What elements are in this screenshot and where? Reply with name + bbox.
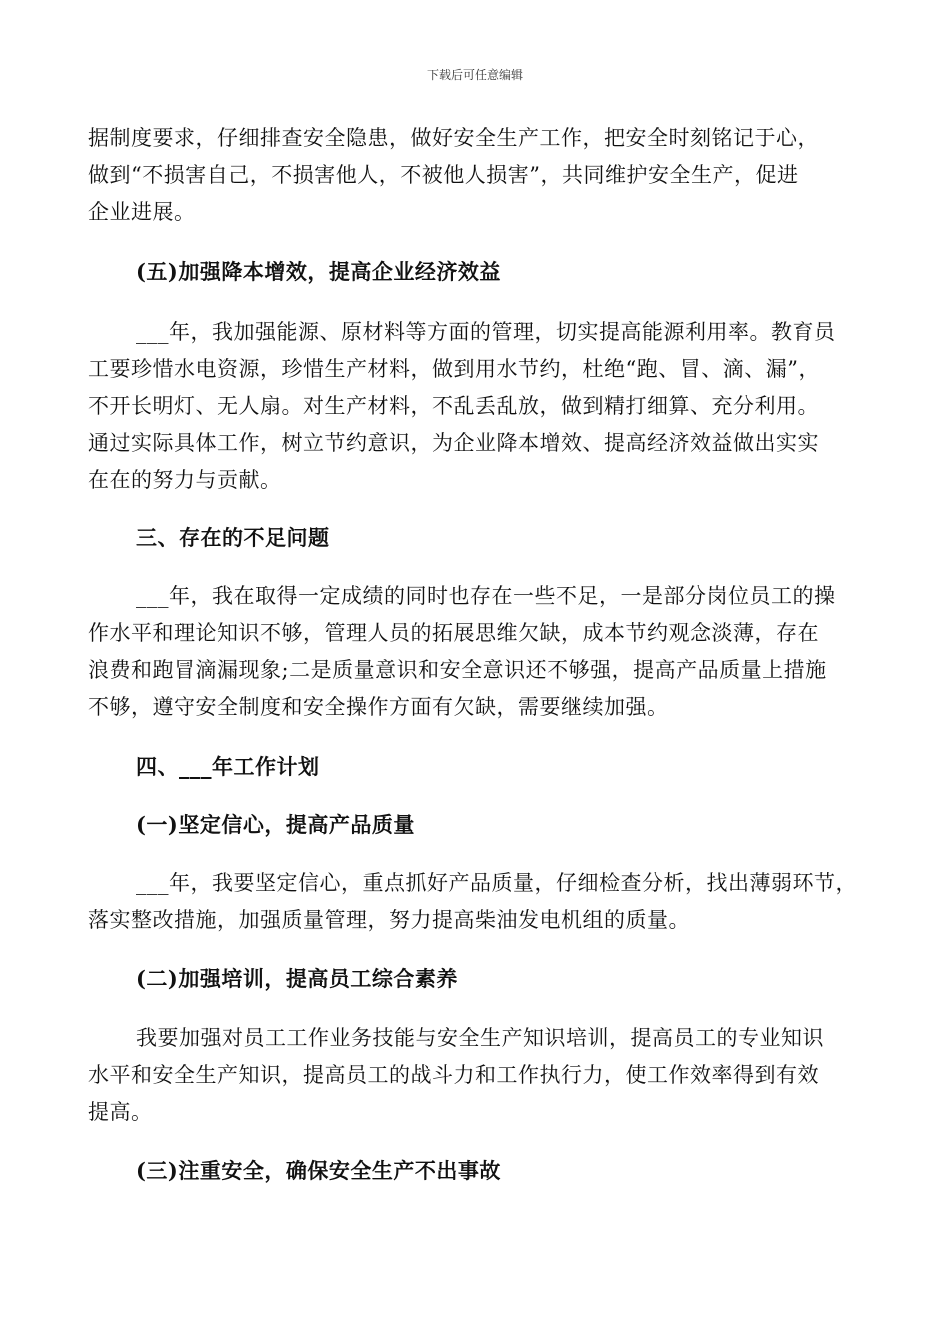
section-heading: 四、___年工作计划 xyxy=(136,754,320,779)
body-line: 企业进展。 xyxy=(88,200,196,224)
body-line: 我要加强对员工工作业务技能与安全生产知识培训，提高员工的专业知识 xyxy=(136,1026,824,1050)
section-heading: (五)加强降本增效，提高企业经济效益 xyxy=(136,259,501,284)
body-line: 水平和安全生产知识，提高员工的战斗力和工作执行力，使工作效率得到有效 xyxy=(88,1063,819,1087)
section-heading: (三)注重安全，确保安全生产不出事故 xyxy=(136,1158,501,1183)
body-line: 通过实际具体工作，树立节约意识，为企业降本增效、提高经济效益做出实实 xyxy=(88,431,819,455)
body-line: ___年，我在取得一定成绩的同时也存在一些不足，一是部分岗位员工的操 xyxy=(136,584,836,608)
body-line: 据制度要求，仔细排查安全隐患，做好安全生产工作，把安全时刻铭记于心， xyxy=(88,126,819,150)
section-heading: 三、存在的不足问题 xyxy=(136,525,330,550)
body-line: 工要珍惜水电资源，珍惜生产材料，做到用水节约，杜绝“跑、冒、滴、漏”， xyxy=(88,357,820,381)
body-line: 不够，遵守安全制度和安全操作方面有欠缺，需要继续加强。 xyxy=(88,695,669,719)
body-line: 作水平和理论知识不够，管理人员的拓展思维欠缺，成本节约观念淡薄，存在 xyxy=(88,621,819,645)
body-line: 落实整改措施，加强质量管理，努力提高柴油发电机组的质量。 xyxy=(88,908,690,932)
body-line: ___年，我要坚定信心，重点抓好产品质量，仔细检查分析，找出薄弱环节， xyxy=(136,871,857,895)
body-line: 不开长明灯、无人扇。对生产材料，不乱丢乱放，做到精打细算、充分利用。 xyxy=(88,394,819,418)
body-line: 在在的努力与贡献。 xyxy=(88,468,282,492)
body-line: 做到“不损害自己，不损害他人，不被他人损害”，共同维护安全生产，促进 xyxy=(88,163,799,187)
section-heading: (一)坚定信心，提高产品质量 xyxy=(136,812,415,837)
body-line: 提高。 xyxy=(88,1100,153,1124)
page-header: 下载后可任意编辑 xyxy=(426,68,523,82)
body-line: ___年，我加强能源、原材料等方面的管理，切实提高能源利用率。教育员 xyxy=(136,320,836,344)
section-heading: (二)加强培训，提高员工综合素养 xyxy=(136,966,458,991)
body-line: 浪费和跑冒滴漏现象;二是质量意识和安全意识还不够强，提高产品质量上措施 xyxy=(88,658,827,682)
